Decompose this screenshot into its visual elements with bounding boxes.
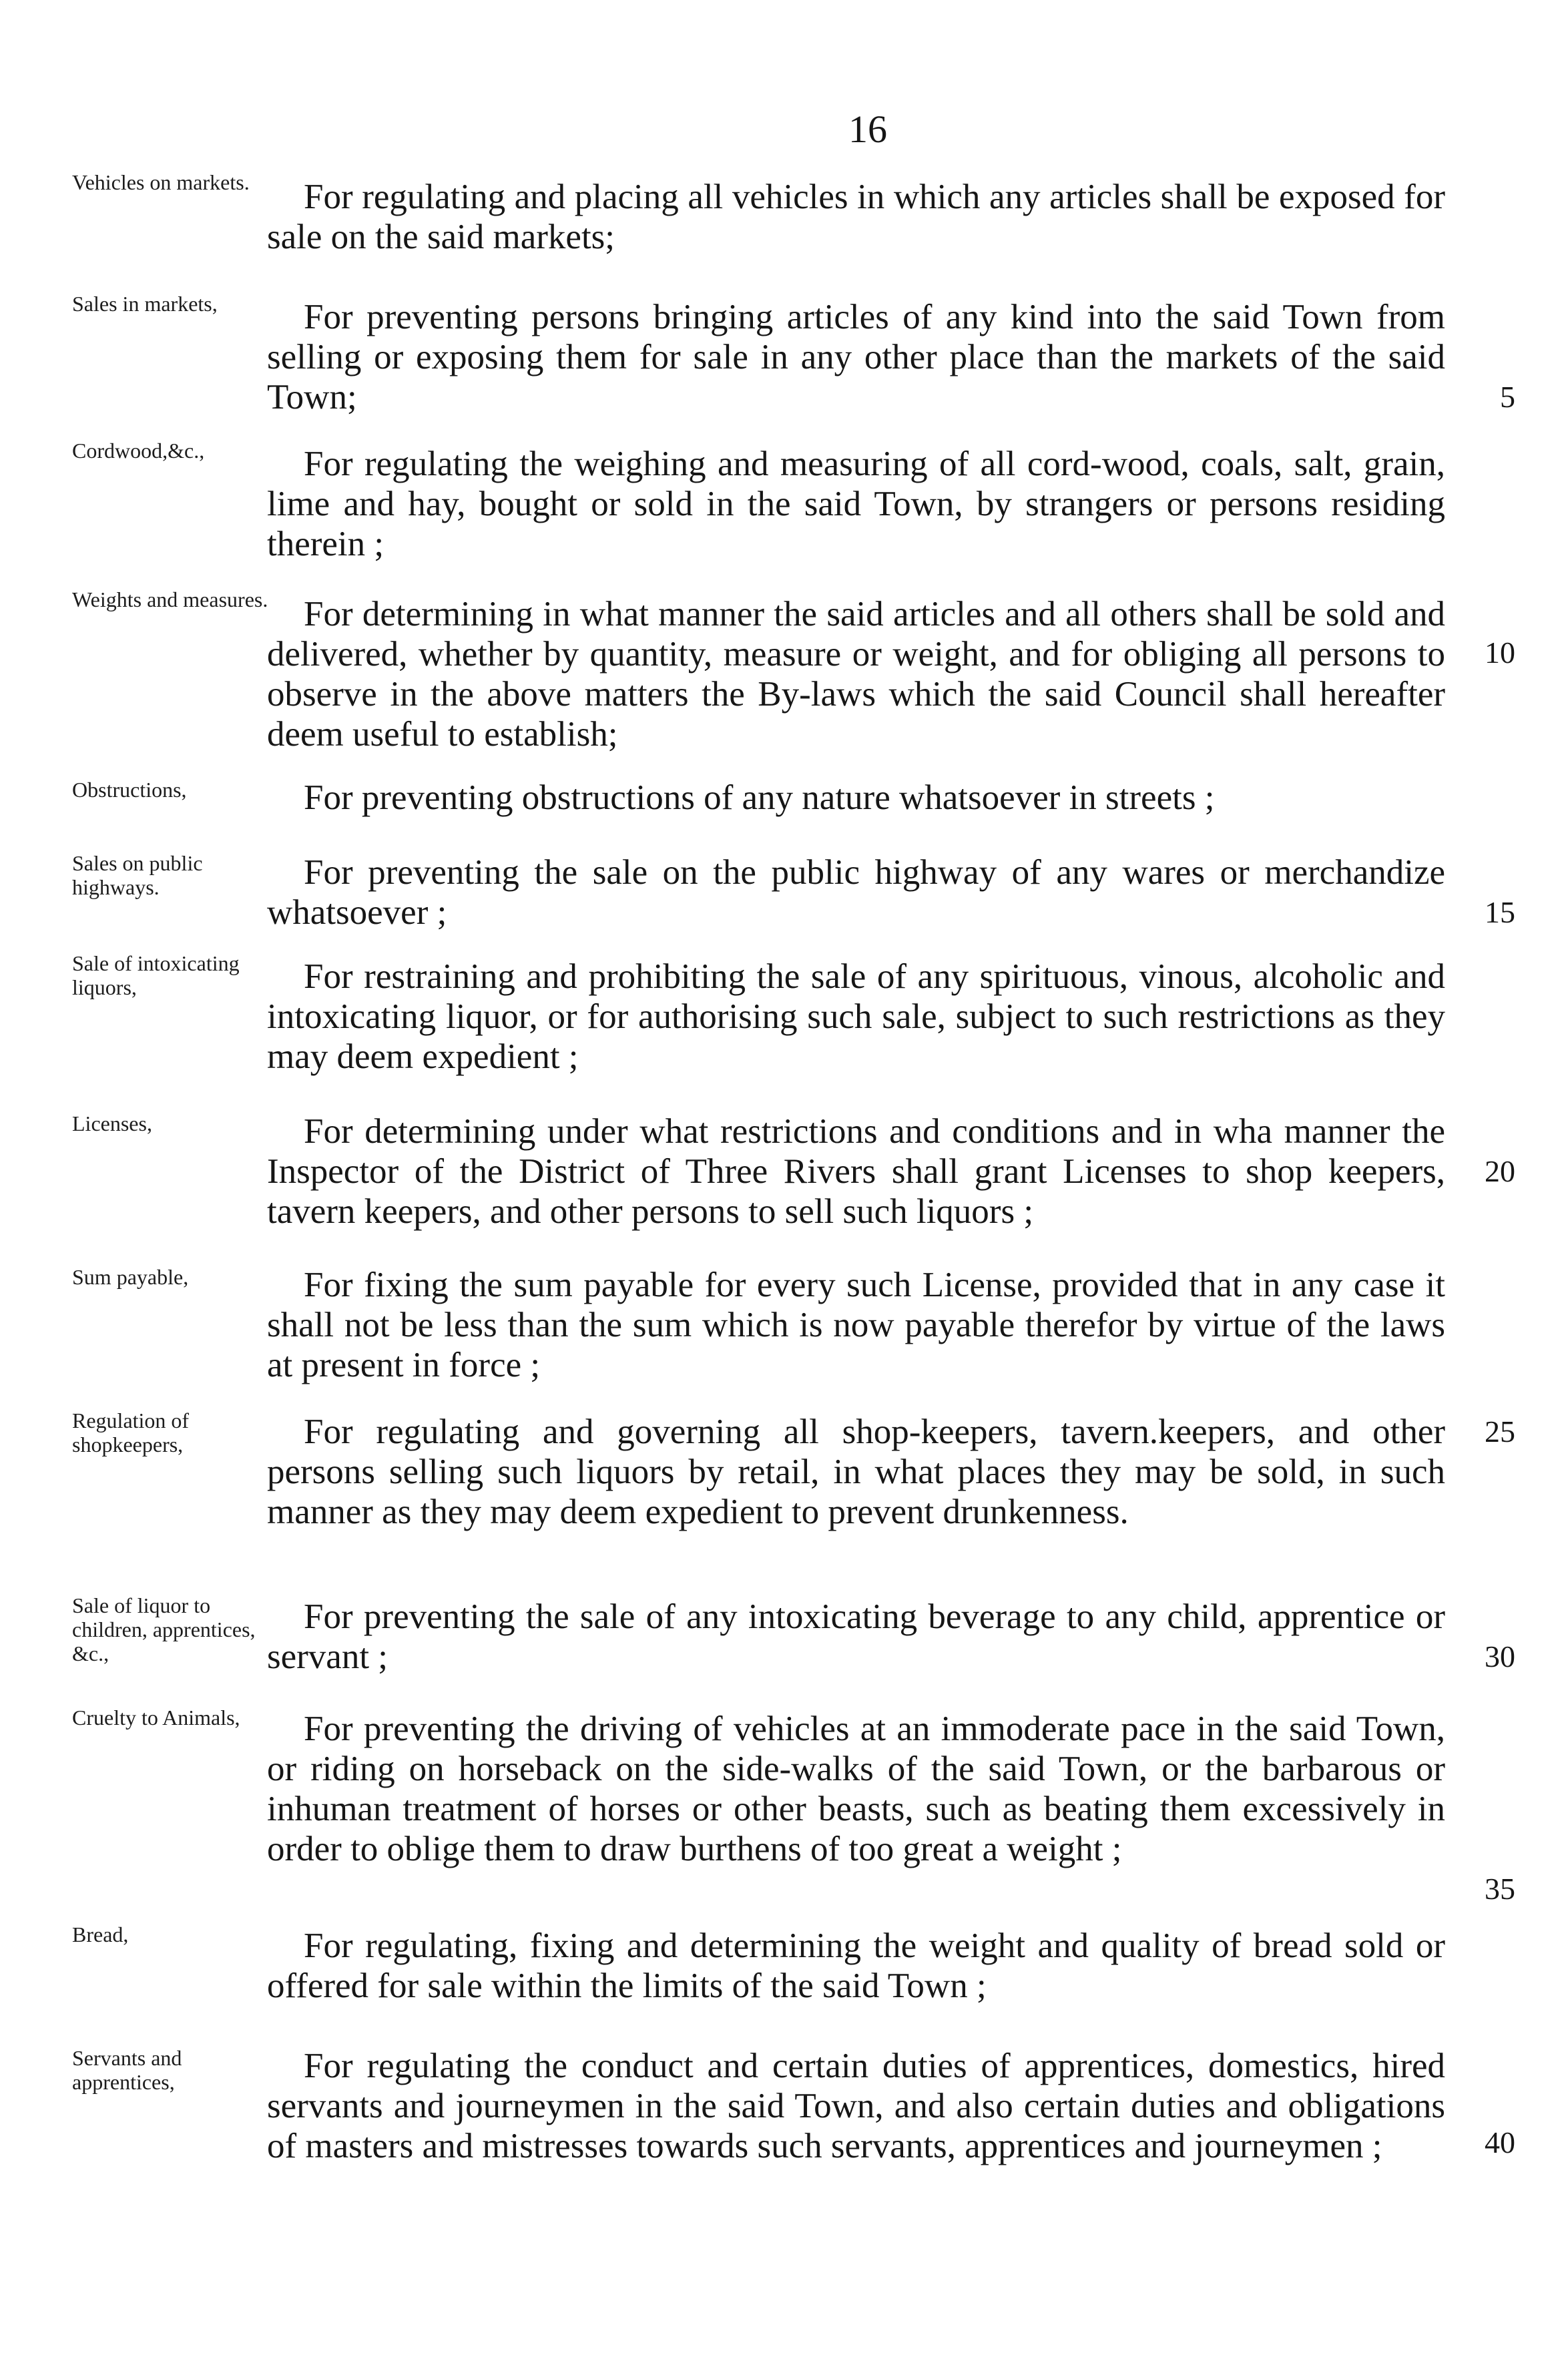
margin-note: Bread,	[72, 1922, 129, 1946]
entry-text: For restraining and prohibiting the sale of any spirituous, vinous, alcoholic and intoxicating liquor, or for authorising such sale, subject to such restrictions as they may deem expedient ;	[267, 957, 1445, 1076]
margin-note: Sales on public highways.	[72, 851, 203, 899]
line-number: 10	[1485, 635, 1515, 670]
margin-note: Regulation of shopkeepers,	[72, 1408, 190, 1457]
margin-note: Servants and apprentices,	[72, 2046, 182, 2094]
line-number: 30	[1485, 1639, 1515, 1673]
entry-text: For preventing the driving of vehicles at an immoderate pace in the said Town, or riding on horseback on the side-walks of the said Town, or the barbarous or inhuman treatment of horses or other beasts, such as beating them excessively in order to oblige them to draw burthens of too great a weight ;	[267, 1709, 1445, 1868]
margin-note: Cordwood,&c.,	[72, 439, 205, 463]
margin-note: Sale of intoxicating liquors,	[72, 951, 240, 999]
line-number: 20	[1485, 1154, 1515, 1188]
entry-text: For determining under what restrictions and conditions and in wha manner the Inspector of the District of Three Rivers shall grant Licenses to shop keepers, tavern keepers, and other persons to sell such liquors ;	[267, 1112, 1445, 1231]
margin-note: Vehicles on markets.	[72, 170, 250, 194]
line-number: 15	[1485, 895, 1515, 929]
entry-text: For regulating and placing all vehicles in which any articles shall be exposed for sale on the said markets;	[267, 178, 1445, 256]
margin-note: Obstructions,	[72, 778, 187, 802]
entry-text: For regulating, fixing and determining the weight and quality of bread sold or offered for sale within the limits of the said Town ;	[267, 1926, 1445, 2005]
margin-note: Weights and measures.	[72, 587, 268, 611]
line-number: 25	[1485, 1414, 1515, 1449]
entry-text: For preventing persons bringing articles of any kind into the said Town from selling or exposing them for sale in any other place than the markets of the said Town;	[267, 298, 1445, 417]
margin-note: Sale of liquor to children, apprentices, &c.,	[72, 1593, 256, 1665]
margin-note: Licenses,	[72, 1111, 152, 1135]
entry-text: For fixing the sum payable for every such License, provided that in any case it shall not be less than the sum which is now payable therefor by virtue of the laws at present in force ;	[267, 1266, 1445, 1384]
entry-text: For regulating and governing all shop-keepers, tavern.keepers, and other persons selling such liquors by retail, in what places they may be sold, in such manner as they may deem expedient to prevent drunkenness.	[267, 1412, 1445, 1531]
entry-text: For determining in what manner the said articles and all others shall be sold and delivered, whether by quantity, measure or weight, and for obliging all persons to observe in the above matters the By-laws which the said Council shall hereafter deem useful to establish;	[267, 595, 1445, 754]
entry-text: For regulating the conduct and certain duties of apprentices, domestics, hired servants and journeymen in the said Town, and also certain duties and obligations of masters and mistresses towards such servants, apprentices and journeymen ;	[267, 2047, 1445, 2165]
line-number: 5	[1500, 380, 1515, 414]
line-number: 35	[1485, 1872, 1515, 1906]
margin-note: Sales in markets,	[72, 292, 218, 316]
entry-text: For preventing obstructions of any nature whatsoever in streets ;	[304, 778, 1215, 817]
entry-text: For preventing the sale of any intoxicating beverage to any child, apprentice or servant ;	[267, 1597, 1445, 1676]
margin-note: Cruelty to Animals,	[72, 1705, 240, 1730]
entry-text: For regulating the weighing and measuring of all cord-wood, coals, salt, grain, lime and hay, bought or sold in the said Town, by strangers or persons residing therein ;	[267, 445, 1445, 563]
margin-note: Sum payable,	[72, 1265, 189, 1289]
page-number: 16	[848, 107, 887, 151]
line-number: 40	[1485, 2125, 1515, 2159]
entry-text: For preventing the sale on the public highway of any wares or merchandize whatsoever ;	[267, 853, 1445, 932]
